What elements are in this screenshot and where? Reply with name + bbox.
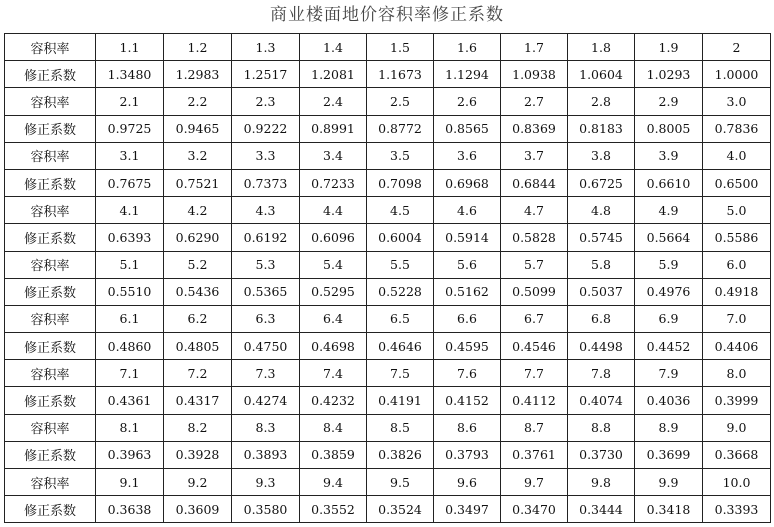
ratio-cell: 2.2 — [164, 88, 232, 115]
ratio-cell: 9.1 — [96, 469, 164, 496]
coefficient-row — [5, 333, 771, 360]
coefficient-cell: 0.4860 — [96, 333, 164, 360]
coefficient-row-label: 修正系数 — [5, 224, 96, 251]
ratio-cell: 4.4 — [300, 197, 367, 224]
ratio-cell: 2.1 — [96, 88, 164, 115]
coefficient-cell: 0.3793 — [434, 441, 501, 468]
ratio-cell: 4.5 — [367, 197, 434, 224]
coefficient-cell: 0.8565 — [434, 115, 501, 142]
coefficient-cell: 0.3470 — [501, 496, 568, 523]
coefficient-cell: 0.3928 — [164, 441, 232, 468]
coefficient-cell: 0.5436 — [164, 278, 232, 305]
ratio-cell: 6.9 — [635, 305, 703, 332]
coefficient-cell: 0.4074 — [568, 387, 635, 414]
ratio-cell: 6.5 — [367, 305, 434, 332]
ratio-cell: 2.3 — [232, 88, 300, 115]
coefficient-cell: 0.5295 — [300, 278, 367, 305]
ratio-cell: 8.4 — [300, 414, 367, 441]
ratio-cell: 3.5 — [367, 142, 434, 169]
ratio-cell: 3.8 — [568, 142, 635, 169]
coefficient-cell: 0.6004 — [367, 224, 434, 251]
coefficient-cell: 0.6290 — [164, 224, 232, 251]
coefficient-cell: 0.3730 — [568, 441, 635, 468]
ratio-cell: 4.0 — [703, 142, 771, 169]
ratio-cell: 5.4 — [300, 251, 367, 278]
coefficient-cell: 0.8991 — [300, 115, 367, 142]
ratio-cell: 9.9 — [635, 469, 703, 496]
ratio-cell: 5.9 — [635, 251, 703, 278]
ratio-cell: 2.6 — [434, 88, 501, 115]
ratio-cell: 9.7 — [501, 469, 568, 496]
ratio-cell: 1.4 — [300, 34, 367, 61]
coefficient-cell: 0.4498 — [568, 333, 635, 360]
ratio-row-label: 容积率 — [5, 88, 96, 115]
coefficient-cell: 0.6610 — [635, 169, 703, 196]
table-title: 商业楼面地价容积率修正系数 — [270, 5, 504, 25]
coefficient-row-label: 修正系数 — [5, 496, 96, 523]
ratio-cell: 6.1 — [96, 305, 164, 332]
coefficient-cell: 0.3418 — [635, 496, 703, 523]
coefficient-cell: 1.2517 — [232, 61, 300, 88]
coefficient-row — [5, 169, 771, 196]
ratio-cell: 3.9 — [635, 142, 703, 169]
ratio-row — [5, 305, 771, 332]
ratio-row-label: 容积率 — [5, 305, 96, 332]
ratio-cell: 2.5 — [367, 88, 434, 115]
ratio-cell: 7.7 — [501, 360, 568, 387]
coefficient-cell: 0.4750 — [232, 333, 300, 360]
coefficient-cell: 0.5586 — [703, 224, 771, 251]
ratio-cell: 2 — [703, 34, 771, 61]
ratio-cell: 5.5 — [367, 251, 434, 278]
coefficient-cell: 0.3699 — [635, 441, 703, 468]
coefficient-cell: 0.3609 — [164, 496, 232, 523]
coefficient-cell: 0.4546 — [501, 333, 568, 360]
coefficient-cell: 0.5162 — [434, 278, 501, 305]
coefficient-cell: 1.1294 — [434, 61, 501, 88]
coefficient-cell: 0.3393 — [703, 496, 771, 523]
coefficient-cell: 0.3444 — [568, 496, 635, 523]
coefficient-row — [5, 496, 771, 523]
ratio-cell: 1.6 — [434, 34, 501, 61]
coefficient-row — [5, 387, 771, 414]
coefficient-row-label: 修正系数 — [5, 169, 96, 196]
ratio-cell: 9.0 — [703, 414, 771, 441]
ratio-cell: 9.8 — [568, 469, 635, 496]
coefficient-cell: 1.3480 — [96, 61, 164, 88]
ratio-cell: 6.0 — [703, 251, 771, 278]
coefficient-cell: 0.8772 — [367, 115, 434, 142]
ratio-cell: 1.7 — [501, 34, 568, 61]
ratio-cell: 2.9 — [635, 88, 703, 115]
coefficient-cell: 1.0938 — [501, 61, 568, 88]
ratio-row — [5, 142, 771, 169]
coefficient-cell: 0.3552 — [300, 496, 367, 523]
coefficient-table — [4, 33, 771, 523]
coefficient-cell: 0.5228 — [367, 278, 434, 305]
coefficient-cell: 0.7675 — [96, 169, 164, 196]
ratio-cell: 6.8 — [568, 305, 635, 332]
ratio-cell: 4.8 — [568, 197, 635, 224]
ratio-row-label: 容积率 — [5, 414, 96, 441]
ratio-cell: 9.5 — [367, 469, 434, 496]
coefficient-cell: 0.4317 — [164, 387, 232, 414]
ratio-row-label: 容积率 — [5, 197, 96, 224]
coefficient-row — [5, 61, 771, 88]
ratio-cell: 3.6 — [434, 142, 501, 169]
ratio-cell: 3.0 — [703, 88, 771, 115]
coefficient-cell: 0.8369 — [501, 115, 568, 142]
coefficient-cell: 1.0000 — [703, 61, 771, 88]
ratio-row — [5, 414, 771, 441]
ratio-cell: 8.0 — [703, 360, 771, 387]
coefficient-cell: 0.5365 — [232, 278, 300, 305]
coefficient-cell: 0.7233 — [300, 169, 367, 196]
ratio-cell: 8.6 — [434, 414, 501, 441]
coefficient-cell: 0.4191 — [367, 387, 434, 414]
coefficient-row-label: 修正系数 — [5, 387, 96, 414]
coefficient-cell: 1.2983 — [164, 61, 232, 88]
coefficient-cell: 0.5914 — [434, 224, 501, 251]
ratio-cell: 8.8 — [568, 414, 635, 441]
coefficient-cell: 0.6192 — [232, 224, 300, 251]
ratio-cell: 8.9 — [635, 414, 703, 441]
coefficient-cell: 0.7521 — [164, 169, 232, 196]
coefficient-cell: 0.4595 — [434, 333, 501, 360]
ratio-cell: 3.3 — [232, 142, 300, 169]
coefficient-cell: 1.2081 — [300, 61, 367, 88]
ratio-cell: 7.2 — [164, 360, 232, 387]
ratio-cell: 9.2 — [164, 469, 232, 496]
coefficient-cell: 0.6393 — [96, 224, 164, 251]
coefficient-cell: 0.5828 — [501, 224, 568, 251]
ratio-cell: 1.3 — [232, 34, 300, 61]
coefficient-row — [5, 224, 771, 251]
coefficient-cell: 0.7373 — [232, 169, 300, 196]
coefficient-cell: 0.4152 — [434, 387, 501, 414]
ratio-cell: 6.3 — [232, 305, 300, 332]
coefficient-cell: 0.3668 — [703, 441, 771, 468]
ratio-cell: 4.2 — [164, 197, 232, 224]
ratio-cell: 4.1 — [96, 197, 164, 224]
coefficient-cell: 0.3999 — [703, 387, 771, 414]
ratio-cell: 9.3 — [232, 469, 300, 496]
ratio-cell: 4.6 — [434, 197, 501, 224]
ratio-cell: 4.3 — [232, 197, 300, 224]
coefficient-cell: 0.3859 — [300, 441, 367, 468]
ratio-cell: 9.6 — [434, 469, 501, 496]
ratio-cell: 5.3 — [232, 251, 300, 278]
ratio-row — [5, 88, 771, 115]
ratio-row — [5, 469, 771, 496]
ratio-cell: 5.1 — [96, 251, 164, 278]
coefficient-cell: 0.3761 — [501, 441, 568, 468]
coefficient-cell: 0.4232 — [300, 387, 367, 414]
coefficient-cell: 0.4112 — [501, 387, 568, 414]
coefficient-row — [5, 441, 771, 468]
ratio-cell: 7.5 — [367, 360, 434, 387]
coefficient-cell: 0.3963 — [96, 441, 164, 468]
ratio-cell: 7.9 — [635, 360, 703, 387]
ratio-row-label: 容积率 — [5, 34, 96, 61]
ratio-cell: 7.8 — [568, 360, 635, 387]
coefficient-cell: 1.0293 — [635, 61, 703, 88]
coefficient-cell: 0.5745 — [568, 224, 635, 251]
ratio-cell: 8.3 — [232, 414, 300, 441]
ratio-cell: 2.4 — [300, 88, 367, 115]
ratio-cell: 3.7 — [501, 142, 568, 169]
ratio-cell: 7.3 — [232, 360, 300, 387]
coefficient-cell: 0.6500 — [703, 169, 771, 196]
ratio-row-label: 容积率 — [5, 142, 96, 169]
ratio-cell: 6.6 — [434, 305, 501, 332]
table-body — [5, 34, 771, 523]
coefficient-cell: 0.4918 — [703, 278, 771, 305]
coefficient-cell: 0.3524 — [367, 496, 434, 523]
coefficient-row-label: 修正系数 — [5, 61, 96, 88]
ratio-cell: 9.4 — [300, 469, 367, 496]
coefficient-row-label: 修正系数 — [5, 278, 96, 305]
ratio-cell: 6.4 — [300, 305, 367, 332]
coefficient-cell: 0.4036 — [635, 387, 703, 414]
ratio-cell: 8.1 — [96, 414, 164, 441]
coefficient-row — [5, 278, 771, 305]
ratio-cell: 1.8 — [568, 34, 635, 61]
coefficient-cell: 1.1673 — [367, 61, 434, 88]
ratio-cell: 7.0 — [703, 305, 771, 332]
coefficient-cell: 0.3826 — [367, 441, 434, 468]
coefficient-cell: 0.8183 — [568, 115, 635, 142]
coefficient-cell: 0.9725 — [96, 115, 164, 142]
ratio-cell: 5.2 — [164, 251, 232, 278]
coefficient-cell: 0.4976 — [635, 278, 703, 305]
coefficient-cell: 0.6096 — [300, 224, 367, 251]
coefficient-cell: 0.3893 — [232, 441, 300, 468]
coefficient-row-label: 修正系数 — [5, 115, 96, 142]
ratio-row — [5, 251, 771, 278]
coefficient-cell: 0.5037 — [568, 278, 635, 305]
ratio-cell: 5.0 — [703, 197, 771, 224]
coefficient-cell: 0.4646 — [367, 333, 434, 360]
ratio-cell: 7.6 — [434, 360, 501, 387]
coefficient-cell: 0.7098 — [367, 169, 434, 196]
coefficient-cell: 0.4406 — [703, 333, 771, 360]
ratio-cell: 2.8 — [568, 88, 635, 115]
ratio-row-label: 容积率 — [5, 469, 96, 496]
ratio-cell: 8.7 — [501, 414, 568, 441]
coefficient-cell: 0.6725 — [568, 169, 635, 196]
coefficient-cell: 0.4361 — [96, 387, 164, 414]
coefficient-row — [5, 115, 771, 142]
ratio-row-label: 容积率 — [5, 360, 96, 387]
ratio-cell: 2.7 — [501, 88, 568, 115]
ratio-cell: 1.9 — [635, 34, 703, 61]
coefficient-cell: 1.0604 — [568, 61, 635, 88]
coefficient-cell: 0.4452 — [635, 333, 703, 360]
ratio-cell: 6.7 — [501, 305, 568, 332]
coefficient-cell: 0.5664 — [635, 224, 703, 251]
coefficient-cell: 0.3580 — [232, 496, 300, 523]
ratio-cell: 3.1 — [96, 142, 164, 169]
coefficient-cell: 0.9465 — [164, 115, 232, 142]
ratio-row — [5, 360, 771, 387]
ratio-cell: 8.2 — [164, 414, 232, 441]
coefficient-cell: 0.8005 — [635, 115, 703, 142]
ratio-cell: 6.2 — [164, 305, 232, 332]
coefficient-cell: 0.9222 — [232, 115, 300, 142]
coefficient-cell: 0.4698 — [300, 333, 367, 360]
ratio-cell: 8.5 — [367, 414, 434, 441]
coefficient-cell: 0.7836 — [703, 115, 771, 142]
ratio-row — [5, 197, 771, 224]
ratio-cell: 1.5 — [367, 34, 434, 61]
ratio-cell: 3.4 — [300, 142, 367, 169]
coefficient-cell: 0.3497 — [434, 496, 501, 523]
coefficient-row-label: 修正系数 — [5, 333, 96, 360]
coefficient-cell: 0.6844 — [501, 169, 568, 196]
ratio-cell: 1.1 — [96, 34, 164, 61]
ratio-cell: 1.2 — [164, 34, 232, 61]
ratio-cell: 5.6 — [434, 251, 501, 278]
ratio-cell: 7.4 — [300, 360, 367, 387]
coefficient-cell: 0.6968 — [434, 169, 501, 196]
ratio-cell: 5.8 — [568, 251, 635, 278]
coefficient-cell: 0.5510 — [96, 278, 164, 305]
ratio-cell: 3.2 — [164, 142, 232, 169]
ratio-cell: 5.7 — [501, 251, 568, 278]
ratio-cell: 4.9 — [635, 197, 703, 224]
ratio-cell: 10.0 — [703, 469, 771, 496]
coefficient-row-label: 修正系数 — [5, 441, 96, 468]
coefficient-cell: 0.4805 — [164, 333, 232, 360]
ratio-row-label: 容积率 — [5, 251, 96, 278]
coefficient-cell: 0.4274 — [232, 387, 300, 414]
ratio-cell: 4.7 — [501, 197, 568, 224]
coefficient-cell: 0.3638 — [96, 496, 164, 523]
ratio-cell: 7.1 — [96, 360, 164, 387]
ratio-row — [5, 34, 771, 61]
coefficient-cell: 0.5099 — [501, 278, 568, 305]
